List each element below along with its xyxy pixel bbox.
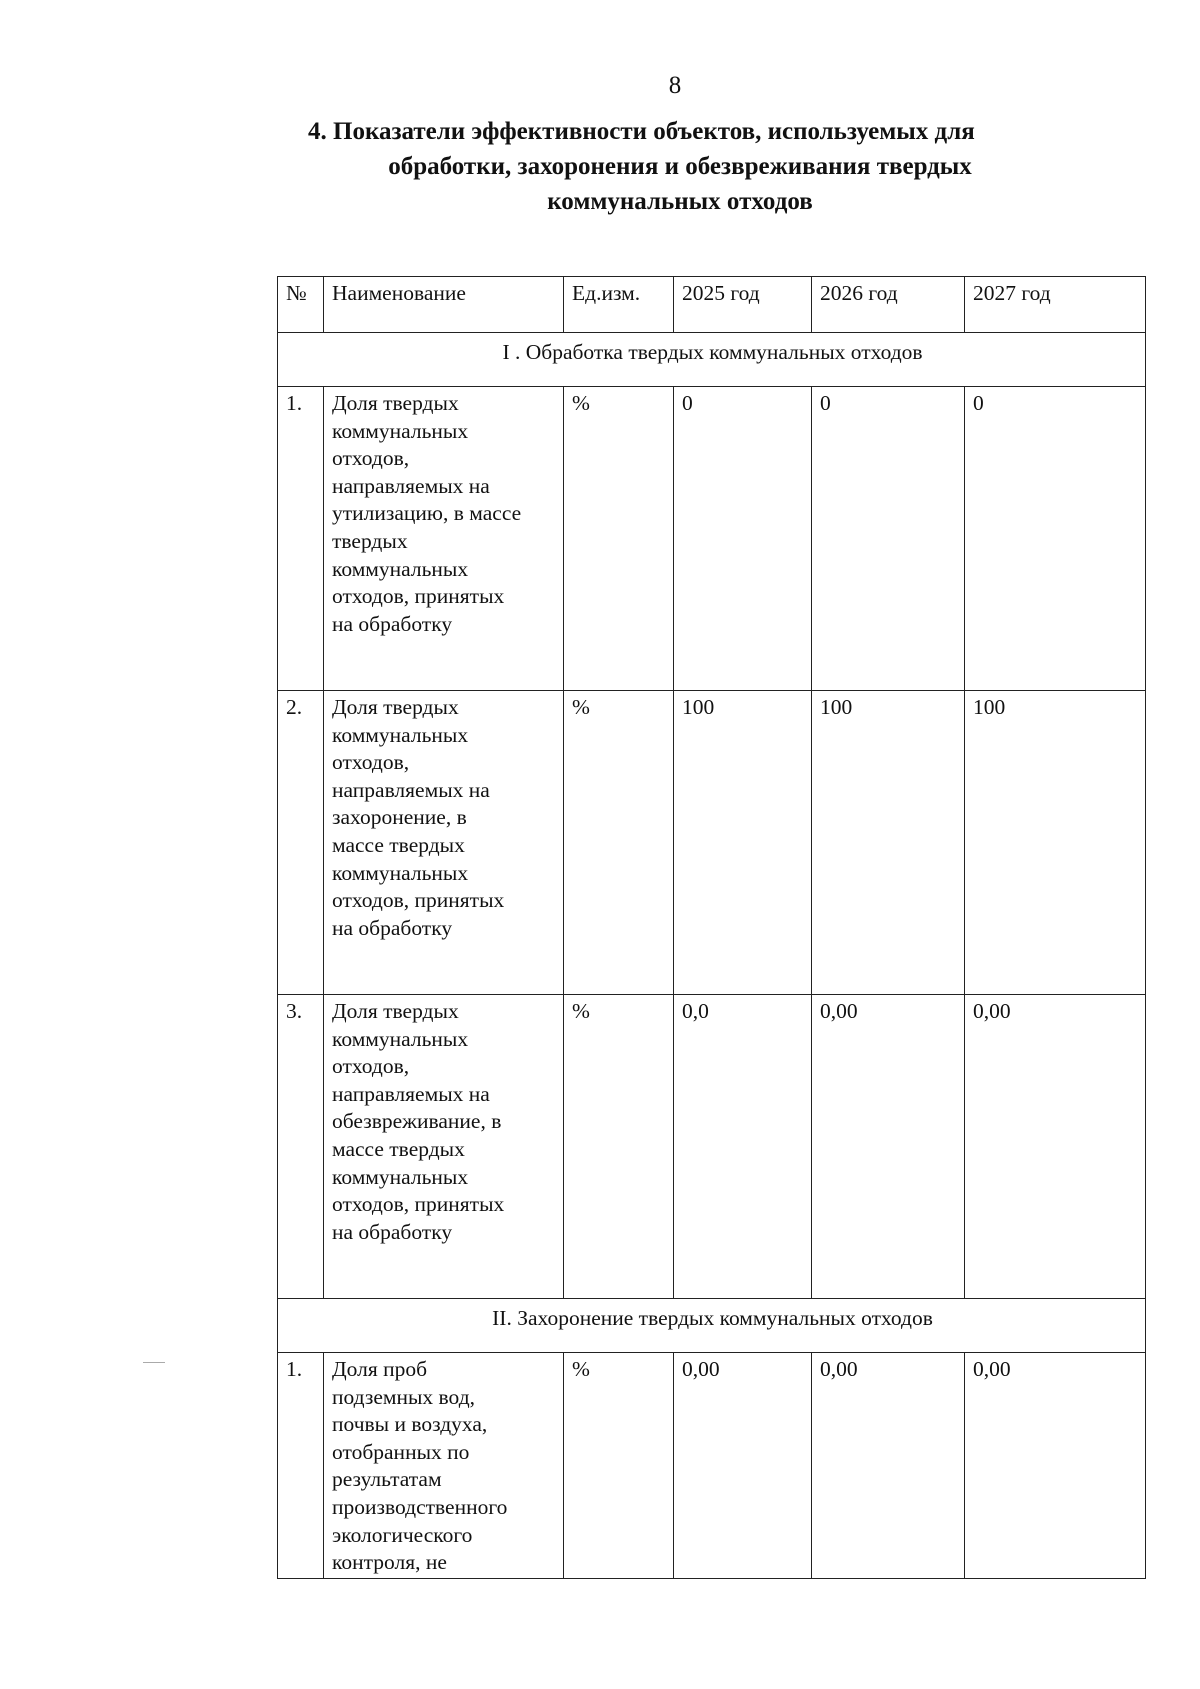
name-line: на обработку <box>332 915 453 940</box>
row-value-2027: 100 <box>965 691 1146 995</box>
row-value-2025: 0 <box>674 387 812 691</box>
header-unit: Ед.изм. <box>564 277 674 333</box>
scan-margin-mark <box>143 1362 165 1363</box>
row-unit: % <box>564 691 674 995</box>
header-name: Наименование <box>324 277 564 333</box>
name-line: отходов, принятых <box>332 584 505 609</box>
section-row <box>278 333 1146 387</box>
row-value-2025: 0,00 <box>674 1353 812 1579</box>
name-line: отходов, <box>332 446 410 471</box>
name-line: Доля твердых <box>332 391 459 415</box>
name-line: результатам <box>332 1467 442 1492</box>
heading-line-1: 4. Показатели эффективности объектов, используемых для <box>308 118 975 145</box>
row-name <box>324 691 564 995</box>
name-line: твердых <box>332 528 408 553</box>
header-year-2027: 2027 год <box>965 277 1146 333</box>
row-value-2026: 0,00 <box>812 1353 965 1579</box>
name-line: Доля твердых <box>332 999 459 1023</box>
page-number: 8 <box>668 72 682 99</box>
name-line: коммунальных <box>332 1164 469 1189</box>
row-name <box>324 995 564 1299</box>
heading-line-3: коммунальных отходов <box>547 188 813 215</box>
section-heading <box>300 114 1060 219</box>
table-header-row <box>278 277 1146 333</box>
name-line: направляемых на <box>332 473 490 498</box>
row-unit: % <box>564 387 674 691</box>
name-line: захоронение, в <box>332 805 467 830</box>
name-line: отобранных по <box>332 1439 470 1464</box>
header-year-2026: 2026 год <box>812 277 965 333</box>
table-row <box>278 691 1146 995</box>
row-value-2027: 0,00 <box>965 995 1146 1299</box>
row-unit: % <box>564 1353 674 1579</box>
row-value-2027: 0 <box>965 387 1146 691</box>
name-line: коммунальных <box>332 860 469 885</box>
name-line: отходов, <box>332 750 410 775</box>
row-value-2025: 0,0 <box>674 995 812 1299</box>
name-line: коммунальных <box>332 1026 469 1051</box>
name-line: отходов, принятых <box>332 1192 505 1217</box>
row-value-2026: 0,00 <box>812 995 965 1299</box>
name-line: обезвреживание, в <box>332 1109 502 1134</box>
name-line: массе твердых <box>332 832 465 857</box>
header-year-2025: 2025 год <box>674 277 812 333</box>
name-line: отходов, <box>332 1054 410 1079</box>
header-number: № <box>278 277 324 333</box>
name-line: коммунальных <box>332 722 469 747</box>
row-name <box>324 387 564 691</box>
row-value-2026: 100 <box>812 691 965 995</box>
name-line: направляемых на <box>332 777 490 802</box>
name-line: массе твердых <box>332 1136 465 1161</box>
name-line: направляемых на <box>332 1081 490 1106</box>
table-row <box>278 387 1146 691</box>
row-number: 2. <box>278 691 324 995</box>
row-value-2025: 100 <box>674 691 812 995</box>
name-line: производственного <box>332 1494 508 1519</box>
name-line: на обработку <box>332 611 453 636</box>
name-line: коммунальных <box>332 418 469 443</box>
row-value-2026: 0 <box>812 387 965 691</box>
row-value-2027: 0,00 <box>965 1353 1146 1579</box>
name-line: коммунальных <box>332 556 469 581</box>
name-line: подземных вод, <box>332 1384 476 1409</box>
row-unit: % <box>564 995 674 1299</box>
section-row <box>278 1299 1146 1353</box>
name-line: Доля проб <box>332 1357 428 1381</box>
section-title: I . Обработка твердых коммунальных отходов <box>278 333 1146 387</box>
heading-line-2: обработки, захоронения и обезвреживания твердых <box>388 153 972 180</box>
row-number: 1. <box>278 387 324 691</box>
name-line: экологического <box>332 1522 473 1547</box>
table-row <box>278 995 1146 1299</box>
row-number: 1. <box>278 1353 324 1579</box>
name-line: Доля твердых <box>332 695 459 719</box>
section-title: II. Захоронение твердых коммунальных отходов <box>278 1299 1146 1353</box>
indicators-table <box>277 276 1146 1579</box>
name-line: отходов, принятых <box>332 888 505 913</box>
row-name <box>324 1353 564 1579</box>
name-line: почвы и воздуха, <box>332 1412 488 1437</box>
name-line: на обработку <box>332 1219 453 1244</box>
name-line: утилизацию, в массе <box>332 501 522 526</box>
table-row <box>278 1353 1146 1579</box>
row-number: 3. <box>278 995 324 1299</box>
name-line: контроля, не <box>332 1550 447 1575</box>
